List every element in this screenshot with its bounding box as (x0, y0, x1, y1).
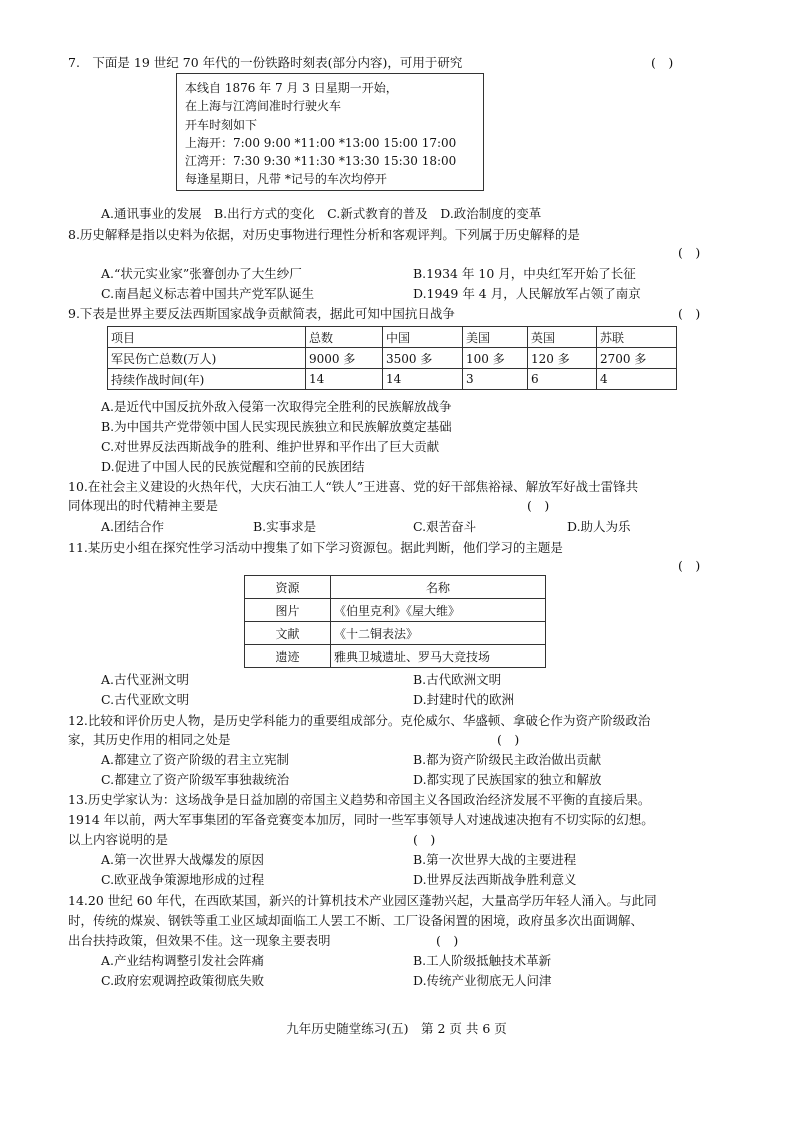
table-cell: 雅典卫城遗址、罗马大竞技场 (331, 645, 546, 668)
q14-stem-line2: 时，传统的煤炭、钢铁等重工业区域却面临工人罢工不断、工厂设备闲置的困境，政府虽多次出面调解、 (68, 913, 644, 928)
q14-stem-line3: 出台扶持政策，但效果不佳。这一现象主要表明 (68, 933, 331, 948)
q13-stem-line2: 1914 年以前，两大军事集团的军备竞赛变本加厉，同时一些军事领导人对速战速决抱有不切实际的幻想。 (68, 812, 654, 827)
q12-option-d: D.都实现了民族国家的独立和解放 (413, 772, 602, 787)
q9-option-d: D.促进了中国人民的民族觉醒和空前的民族团结 (101, 459, 365, 474)
table-cell: 14 (383, 369, 463, 390)
q11-option-d: D.封建时代的欧洲 (413, 692, 515, 707)
q12-stem-line2: 家，其历史作用的相同之处是 (68, 732, 231, 747)
table-row (245, 645, 546, 668)
q9-contribution-table (107, 326, 677, 390)
q11-option-b: B.古代欧洲文明 (413, 672, 502, 687)
q8-answer-paren: ( ) (678, 245, 701, 260)
q10-answer-paren: ( ) (527, 498, 550, 513)
table-header-cell: 苏联 (597, 327, 677, 348)
q7-answer-paren: ( ) (651, 55, 674, 70)
table-row (245, 622, 546, 645)
table-cell: 9000 多 (306, 348, 383, 369)
q11-stem: 11.某历史小组在探究性学习活动中搜集了如下学习资源包。据此判断，他们学习的主题是 (68, 540, 563, 555)
q8-option-b: B.1934 年 10 月，中央红军开始了长征 (413, 266, 636, 281)
q12-answer-paren: ( ) (497, 732, 520, 747)
timetable-line: 上海开：7:00 9:00 *11:00 *13:00 15:00 17:00 (185, 135, 457, 150)
q8-option-a: A.“状元实业家”张謇创办了大生纱厂 (101, 266, 302, 281)
table-cell: 120 多 (528, 348, 597, 369)
q13-option-d: D.世界反法西斯战争胜利意义 (413, 872, 577, 887)
table-header-row (108, 327, 677, 348)
q13-answer-paren: ( ) (413, 832, 436, 847)
timetable-line: 江湾开：7:30 9:30 *11:30 *13:30 15:30 18:00 (185, 154, 457, 169)
q14-option-a: A.产业结构调整引发社会阵痛 (101, 953, 265, 968)
table-cell: 6 (528, 369, 597, 390)
q12-option-a: A.都建立了资产阶级的君主立宪制 (101, 752, 290, 767)
q11-resource-table (244, 575, 546, 668)
table-header-cell: 总数 (306, 327, 383, 348)
q7-options: A.通讯事业的发展 B.出行方式的变化 C.新式教育的普及 D.政治制度的变革 (101, 206, 542, 221)
q8-stem: 8.历史解释是指以史料为依据，对历史事物进行理性分析和客观评判。下列属于历史解释的是 (68, 227, 580, 242)
q9-stem: 9.下表是世界主要反法西斯国家战争贡献简表，据此可知中国抗日战争 (68, 306, 455, 321)
table-cell: 100 多 (463, 348, 528, 369)
q9-option-a: A.是近代中国反抗外敌入侵第一次取得完全胜利的民族解放战争 (101, 399, 452, 414)
q9-answer-paren: ( ) (678, 306, 701, 321)
q7-timetable-box (176, 73, 484, 191)
table-header-cell: 项目 (108, 327, 306, 348)
q11-option-a: A.古代亚洲文明 (101, 672, 190, 687)
q10-option-b: B.实事求是 (253, 519, 317, 534)
q14-option-b: B.工人阶级抵触技术革新 (413, 953, 552, 968)
table-header-cell: 资源 (245, 576, 331, 599)
timetable-line: 本线自 1876 年 7 月 3 日星期一开始， (185, 81, 398, 95)
q8-option-d: D.1949 年 4 月，人民解放军占领了南京 (413, 286, 641, 301)
q14-answer-paren: ( ) (436, 933, 459, 948)
table-header-cell: 中国 (383, 327, 463, 348)
table-row (245, 599, 546, 622)
page-footer: 九年历史随堂练习(五) 第 2 页 共 6 页 (286, 1021, 507, 1036)
q13-option-c: C.欧亚战争策源地形成的过程 (101, 872, 265, 887)
table-row (108, 369, 677, 390)
q8-option-c: C.南昌起义标志着中国共产党军队诞生 (101, 286, 315, 301)
q10-option-d: D.助人为乐 (567, 519, 631, 534)
q12-stem-line1: 12.比较和评价历史人物，是历史学科能力的重要组成部分。克伦威尔、华盛顿、拿破仑作为资产阶级政治 (68, 713, 651, 728)
q13-option-b: B.第一次世界大战的主要进程 (413, 852, 577, 867)
q11-answer-paren: ( ) (678, 558, 701, 573)
table-header-cell: 名称 (331, 576, 546, 599)
table-header-cell: 英国 (528, 327, 597, 348)
q13-stem-line3: 以上内容说明的是 (68, 832, 169, 847)
q11-option-c: C.古代亚欧文明 (101, 692, 190, 707)
table-cell: 遗迹 (245, 645, 331, 668)
table-cell: 《伯里克利》《屋大维》 (331, 599, 546, 622)
table-header-cell: 美国 (463, 327, 528, 348)
q10-stem-line1: 10.在社会主义建设的火热年代，大庆石油工人“铁人”王进喜、党的好干部焦裕禄、解放军好战士雷锋共 (68, 479, 639, 494)
table-cell: 文献 (245, 622, 331, 645)
table-cell: 图片 (245, 599, 331, 622)
q12-option-b: B.都为资产阶级民主政治做出贡献 (413, 752, 602, 767)
q14-option-d: D.传统产业彻底无人问津 (413, 973, 552, 988)
q14-stem-line1: 14.20 世纪 60 年代，在西欧某国，新兴的计算机技术产业园区蓬勃兴起，大量高学历年轻人涌入。与此同 (68, 893, 657, 908)
table-row (108, 348, 677, 369)
q7-stem: 7. 下面是 19 世纪 70 年代的一份铁路时刻表(部分内容)，可用于研究 (68, 55, 463, 70)
table-cell: 2700 多 (597, 348, 677, 369)
table-cell: 3 (463, 369, 528, 390)
timetable-line: 开车时刻如下 (185, 117, 258, 132)
table-cell: 《十二铜表法》 (331, 622, 546, 645)
timetable-line: 在上海与江湾间准时行驶火车 (185, 99, 342, 114)
table-cell: 持续作战时间(年) (108, 369, 306, 390)
q13-option-a: A.第一次世界大战爆发的原因 (101, 852, 265, 867)
table-cell: 3500 多 (383, 348, 463, 369)
q13-stem-line1: 13.历史学家认为：这场战争是日益加剧的帝国主义趋势和帝国主义各国政治经济发展不平衡的直接后果。 (68, 792, 651, 807)
table-cell: 4 (597, 369, 677, 390)
q10-option-c: C.艰苦奋斗 (413, 519, 477, 534)
q10-option-a: A.团结合作 (101, 519, 165, 534)
timetable-line: 每逢星期日，凡带 *记号的车次均停开 (185, 172, 387, 187)
table-cell: 军民伤亡总数(万人) (108, 348, 306, 369)
q9-option-c: C.对世界反法西斯战争的胜利、维护世界和平作出了巨大贡献 (101, 439, 440, 454)
table-header-row (245, 576, 546, 599)
q14-option-c: C.政府宏观调控政策彻底失败 (101, 973, 265, 988)
q9-option-b: B.为中国共产党带领中国人民实现民族独立和民族解放奠定基础 (101, 419, 452, 434)
table-cell: 14 (306, 369, 383, 390)
q12-option-c: C.都建立了资产阶级军事独裁统治 (101, 772, 290, 787)
q10-stem-line2: 同体现出的时代精神主要是 (68, 498, 219, 513)
